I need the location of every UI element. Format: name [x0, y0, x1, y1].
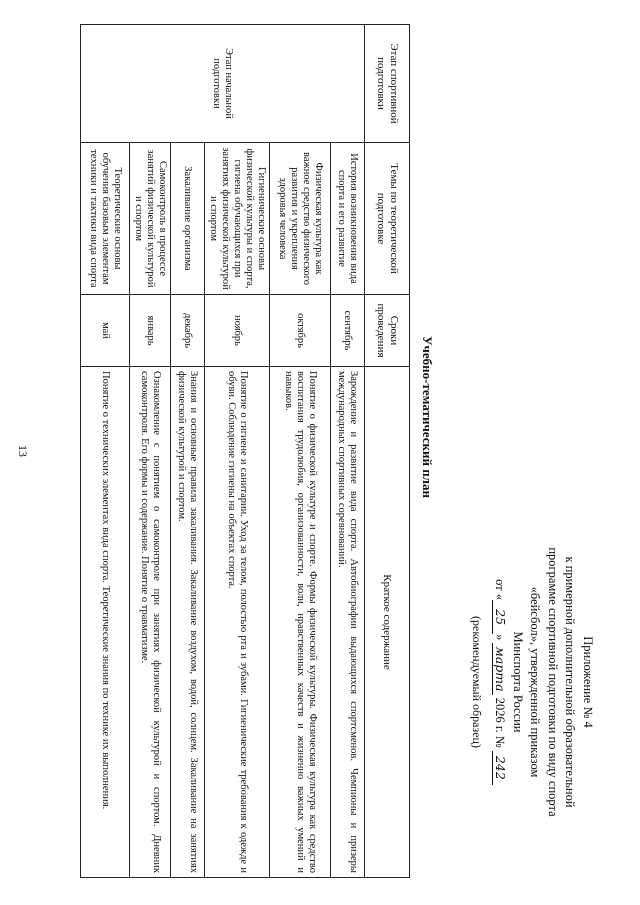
term-cell: ноябрь — [205, 295, 270, 367]
page-number: 13 — [16, 445, 30, 457]
stage-cell: Этап начальной подготовки — [81, 25, 365, 143]
header-stage: Этап спортивной подготовки — [365, 25, 410, 143]
order-year: 2026 г. № — [493, 697, 508, 748]
recommended-sample-note: (рекомендуемый образец) — [470, 616, 484, 748]
table-row — [171, 25, 205, 878]
order-number: 242 — [493, 751, 508, 785]
term-cell: декабрь — [171, 295, 205, 367]
rotated-page-content — [0, 22, 600, 902]
order-date-line — [491, 517, 509, 847]
appendix-line: Минспорта России — [511, 631, 525, 733]
content-cell: Ознакомление с понятием о самоконтроле при занятиях физической культурой и спортом. Дневник самоконтроля. Его формы и содержание. Понятие о травматизме. — [130, 367, 171, 878]
appendix-title: Приложение № 4 — [581, 636, 595, 728]
topic-cell: История возникновения вида спорта и его развитие — [331, 143, 365, 295]
header-terms: Сроки проведения — [365, 295, 410, 367]
curriculum-table — [80, 24, 410, 878]
term-cell: май — [81, 295, 130, 367]
table-title: Учебно-тематический план — [420, 336, 435, 498]
content-cell: Понятие о технических элементах вида спорта. Теоретические знания по технике их выполнения. — [81, 367, 130, 878]
topic-cell: Теоретические основы обучения базовым элементам техники и тактики вида спорта — [81, 143, 130, 295]
term-cell: сентябрь — [331, 295, 365, 367]
header-topics: Темы по теоретической подготовке — [365, 143, 410, 295]
table-header-row — [365, 25, 410, 878]
content-cell: Понятие о гигиене и санитарии. Уход за телом, полостью рта и зубами. Гигиенические требования к одежде и обуви. Соблюдение гигиены на объектах спорта. — [205, 367, 270, 878]
appendix-line: программе спортивной подготовки по виду спорта — [546, 547, 560, 817]
date-prefix: от « — [493, 579, 508, 601]
appendix-line: к примерной дополнительной образовательной — [563, 556, 578, 808]
topic-cell: Гигиенические основы физической культуры и спорта, гигиена обучающихся при занятиях физической культурой и спортом — [205, 143, 270, 295]
appendix-block — [468, 517, 597, 847]
order-day: 25 — [493, 600, 508, 634]
order-month: марта — [493, 643, 508, 694]
topic-cell: Самоконтроль в процессе занятий физической культурой и спортом — [130, 143, 171, 295]
header-content: Краткое содержание — [365, 367, 410, 878]
topic-cell: Закаливание организма — [171, 143, 205, 295]
term-cell: январь — [130, 295, 171, 367]
content-cell: Понятие о физической культуре и спорте. Формы физической культуры. Физическая культура как средство воспитания трудолюбия, организованности, воли, нравственных качеств и жизненно важных умений и навыков. — [270, 367, 331, 878]
term-cell: октябрь — [270, 295, 331, 367]
content-cell: Зарождение и развитие вида спорта. Автобиографии выдающихся спортсменов. Чемпионы и призеры международных спортивных соревнований. — [331, 367, 365, 878]
date-mid: » — [493, 634, 508, 641]
appendix-line: «бейсбол», утвержденной приказом — [528, 586, 543, 778]
content-cell: Знания и основные правила закаливания. Закаливание воздухом, водой, солнцем. Закаливание на занятиях физической культурой и спортом. — [171, 367, 205, 878]
table-row — [270, 25, 331, 878]
topic-cell: Физическая культура как важное средство физического развития и укрепления здоровья человека — [270, 143, 331, 295]
table-row — [205, 25, 270, 878]
table-row — [130, 25, 171, 878]
table-row — [81, 25, 130, 878]
table-row — [331, 25, 365, 878]
